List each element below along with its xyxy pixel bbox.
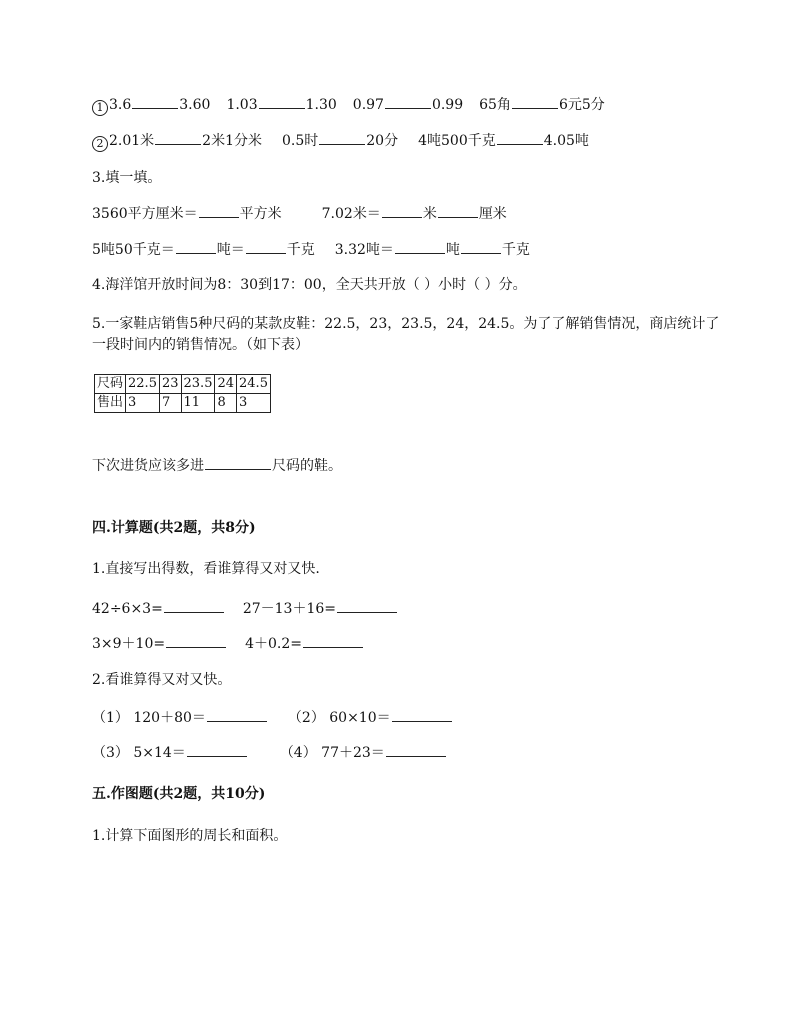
r2-c1: 4吨500千克 [418, 133, 496, 149]
expr-3: 3×9＋10= [92, 636, 166, 652]
table-cell: 7 [159, 394, 181, 413]
blank-r1-b[interactable] [259, 94, 305, 109]
table-cell: 22.5 [126, 375, 160, 394]
r1-b1: 1.03 [226, 97, 258, 113]
r2-b1: 0.5时 [282, 133, 319, 149]
table-cell: 8 [215, 394, 237, 413]
sales-table [94, 374, 271, 413]
q3-l2e: 吨 [445, 242, 460, 258]
blank-expr-3[interactable] [166, 633, 226, 648]
compare-row-2 [92, 130, 589, 152]
table-cell: 11 [181, 394, 215, 413]
r1-d2: 6元5分 [558, 97, 605, 113]
expr-7: （3） 5×14＝ [92, 745, 186, 761]
r1-a1: 3.6 [109, 97, 132, 113]
blank-r1-d[interactable] [512, 94, 558, 109]
sec4-calc-row-2 [92, 633, 364, 654]
table-cell: 23.5 [181, 375, 215, 394]
table-row-header [95, 375, 271, 394]
table-cell: 24 [215, 375, 237, 394]
section-4-title: 四.计算题(共2题，共8分) [92, 520, 256, 536]
blank-expr-6[interactable] [392, 707, 452, 722]
blank-q3-6[interactable] [395, 239, 445, 254]
q3-l1c: 7.02米＝ [321, 206, 381, 222]
q3-l2c: 千克 [286, 242, 315, 258]
table-cell: 24.5 [237, 375, 271, 394]
table-cell: 3 [126, 394, 160, 413]
blank-q3-5[interactable] [246, 239, 286, 254]
q3-line-1 [92, 203, 507, 224]
section-5-title: 五.作图题(共2题，共10分) [92, 786, 266, 802]
q3-l1d: 米 [422, 206, 437, 222]
q3-l2a: 5吨50千克＝ [92, 242, 175, 258]
sec4-calc-row-1 [92, 598, 398, 619]
q3-l2b: 吨＝ [216, 242, 245, 258]
blank-q3-3[interactable] [438, 203, 478, 218]
q3-l2d: 3.32吨＝ [334, 242, 394, 258]
q5-text: 5.一家鞋店销售5种尺码的某款皮鞋：22.5，23，23.5，24，24.5。为了了解销售情况，商店统计了一段时间内的销售情况。（如下表） [92, 316, 720, 353]
expr-2: 27－13＋16= [242, 601, 337, 617]
blank-expr-7[interactable] [187, 742, 247, 757]
item-number-1: 1 [92, 100, 108, 116]
q5-answer-b: 尺码的鞋。 [272, 458, 342, 474]
expr-4: 4＋0.2= [245, 636, 302, 652]
sec5-q1: 1.计算下面图形的周长和面积。 [92, 828, 288, 844]
expr-5: （1） 120＋80＝ [92, 710, 206, 726]
expr-1: 42÷6×3= [92, 601, 163, 617]
table-row-sold [95, 394, 271, 413]
q4-text: 4.海洋馆开放时间为8：30到17：00，全天共开放（ ）小时（ ）分。 [92, 277, 527, 293]
q3-title: 3.填一填。 [92, 170, 162, 186]
r1-d1: 65角 [479, 97, 511, 113]
sec4-calc-row-4 [92, 742, 447, 763]
r1-c2: 0.99 [431, 97, 464, 113]
blank-q3-7[interactable] [461, 239, 501, 254]
blank-q5[interactable] [205, 455, 271, 470]
q5-answer-a: 下次进货应该多进 [92, 458, 204, 474]
table-cell: 售出 [95, 394, 126, 413]
blank-expr-4[interactable] [303, 633, 363, 648]
q3-l2f: 千克 [501, 242, 530, 258]
item-number-2: 2 [92, 136, 108, 152]
sec4-calc-row-3 [92, 707, 453, 728]
r1-a2: 3.60 [179, 97, 211, 113]
r1-c1: 0.97 [352, 97, 384, 113]
sec4-q1: 1.直接写出得数，看谁算得又对又快. [92, 561, 320, 577]
table-cell: 23 [159, 375, 181, 394]
blank-r2-c[interactable] [497, 130, 543, 145]
blank-expr-2[interactable] [337, 598, 397, 613]
q3-line-2 [92, 239, 530, 260]
table-cell: 3 [237, 394, 271, 413]
blank-r1-c[interactable] [385, 94, 431, 109]
q3-l1a: 3560平方厘米＝ [92, 206, 198, 222]
blank-r1-a[interactable] [132, 94, 178, 109]
r1-b2: 1.30 [305, 97, 337, 113]
table-cell: 尺码 [95, 375, 126, 394]
blank-q3-1[interactable] [199, 203, 239, 218]
blank-q3-4[interactable] [176, 239, 216, 254]
sec4-q2: 2.看谁算得又对又快。 [92, 672, 232, 688]
blank-r2-b[interactable] [319, 130, 365, 145]
blank-expr-8[interactable] [386, 742, 446, 757]
blank-expr-5[interactable] [207, 707, 267, 722]
r2-a2: 2米1分米 [202, 133, 262, 149]
q3-l1b: 平方米 [239, 206, 282, 222]
expr-8: （4） 77＋23＝ [279, 745, 385, 761]
blank-expr-1[interactable] [164, 598, 224, 613]
r2-a1: 2.01米 [109, 133, 155, 149]
blank-r2-a[interactable] [155, 130, 201, 145]
q5-answer [92, 455, 342, 476]
expr-6: （2） 60×10＝ [287, 710, 391, 726]
blank-q3-2[interactable] [382, 203, 422, 218]
r2-c2: 4.05吨 [543, 133, 589, 149]
r2-b2: 20分 [366, 133, 399, 149]
q3-l1e: 厘米 [478, 206, 507, 222]
compare-row-1 [92, 94, 605, 116]
